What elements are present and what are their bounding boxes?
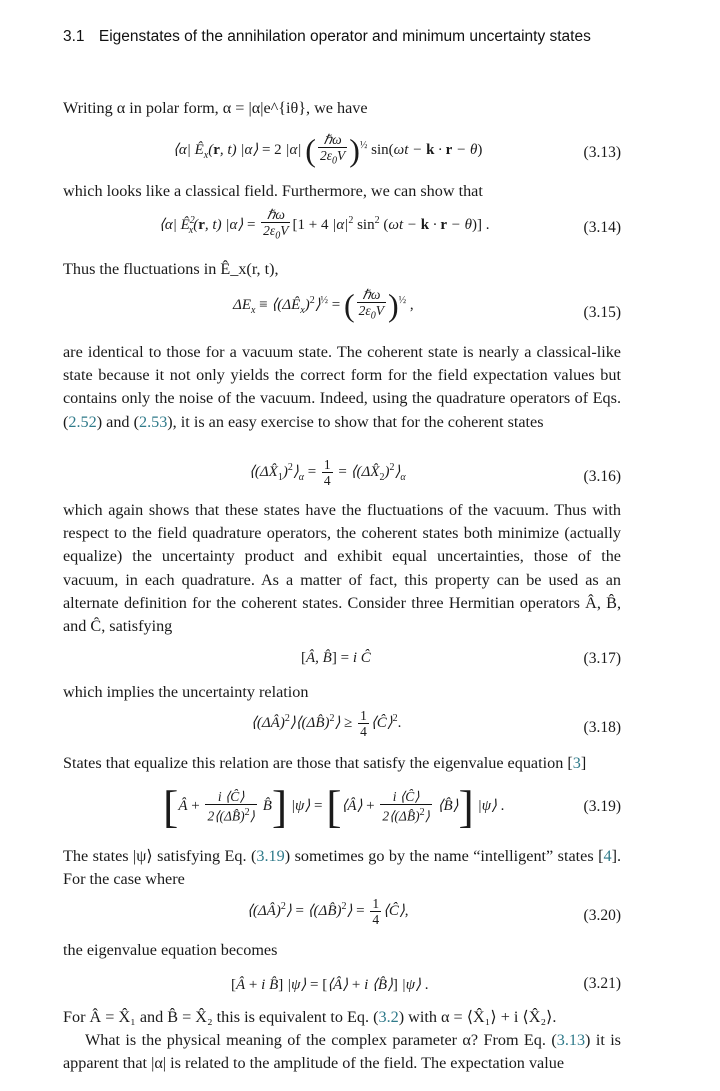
section-title: Eigenstates of the annihilation operator and minimum uncertainty states <box>98 28 591 45</box>
text-run: ] <box>580 754 587 772</box>
paragraph <box>63 258 621 281</box>
text-run: ) sometimes go by the name “intelligent” states [ <box>284 847 604 865</box>
text-run: ) with α = ⟨X̂₁⟩ + i ⟨X̂₂⟩. <box>398 1008 557 1026</box>
equation-number: (3.17) <box>583 650 621 667</box>
equation-3-18: ⟨(ΔÂ)$^2$⟩⟨(ΔB̂)$^2$⟩ ≥ $\frac{1}{4}$ ⟨Ĉ⟩$^2$. (3.18) <box>251 708 621 739</box>
text-run: What is the physical meaning of the complex parameter α? From Eq. ( <box>85 1031 557 1049</box>
text-run: Thus the fluctuations in Ê_x(r, t), <box>63 260 279 278</box>
equation-link[interactable]: 3.13 <box>556 1031 586 1049</box>
equation-3-14: ⟨α| $Ê^2_x(r$, t) |α⟩ = $\frac{\text{ℏω}}{2\varepsilon_0V}$ [1 + 4 $|\alpha|^2$ $\sin^2 (\omega t - k \cdot r - \theta)$] . (3.14) <box>159 207 621 242</box>
equation-3-21: [Â + i B̂] |ψ⟩ = [⟨Â⟩ + i ⟨B̂⟩] |ψ⟩ . (3.21) <box>231 975 621 993</box>
equation-number: (3.19) <box>583 798 621 815</box>
equation-link[interactable]: 2.53 <box>138 412 168 431</box>
paragraph <box>63 845 621 891</box>
equation-3-20: ⟨(ΔÂ)$^2$⟩ = ⟨(ΔB̂)$^2$⟩ = $\frac{1}{4}$ ⟨Ĉ⟩, (3.20) <box>247 896 621 927</box>
text-run: ]. For the case where <box>63 847 621 889</box>
equation-3-15: $\Delta E_x$ ≡ $⟨(\Delta Ê_x)^2⟩^{\frac{1}{2}}$ = ( $\frac{\text{ℏω}}{2\varepsilon_0V}$ )$^{\frac{1}{2}}$ , (3.15) <box>233 287 621 323</box>
paragraph <box>63 97 621 120</box>
section-number: 3.1 <box>63 28 85 45</box>
paragraph <box>63 681 621 704</box>
text-run: ), it is an easy exercise to show that for the coherent states <box>167 412 544 431</box>
running-head <box>63 28 663 46</box>
citation-link[interactable]: 3 <box>572 754 581 772</box>
equation-link[interactable]: 2.52 <box>68 412 97 431</box>
text-run: For Â = X̂₁ and B̂ = X̂₂ this is equivalent to Eq. ( <box>63 1008 379 1026</box>
equation-number: (3.16) <box>583 468 621 485</box>
text-run: ) and ( <box>96 412 139 431</box>
text-run: States that equalize this relation are those that satisfy the eigenvalue equation [ <box>63 754 573 772</box>
text-run: which implies the uncertainty relation <box>63 683 309 701</box>
equation-3-17: [Â, B̂] = i Ĉ (3.17) <box>301 650 621 667</box>
equation-3-13: ⟨α| $Ê_x(r$, t) |α⟩ = 2 |α| ( $\frac{\text{ℏω}}{2\varepsilon_0V}$ )$^{\frac{1}{2}}$ sin(ωt − k · r − θ) (3.13) <box>173 132 621 168</box>
equation-number: (3.14) <box>583 219 621 236</box>
text-run: the eigenvalue equation becomes <box>63 941 278 959</box>
text-run: which again shows that these states have the fluctuations of the vacuum. Thus with respect to the field quadrature operators, the coherent states both minimize (actually equalize) the uncertainty product and exhibit equal uncertainties, those of the vacuum, in each quadrature. As a matter of fact, this property can be used as an alternate definition for the coherent states. Consider three Hermitian operators Â, B̂, and Ĉ, satisfying <box>63 501 621 636</box>
equation-link[interactable]: 3.2 <box>378 1008 399 1026</box>
equation-number: (3.13) <box>583 144 621 161</box>
citation-link[interactable]: 4 <box>603 847 612 865</box>
text-run: ) it is apparent that |α| is related to the amplitude of the field. The expectation value <box>63 1031 621 1073</box>
equation-3-16: $⟨(\Delta X̂_1)^2⟩_\alpha$ = $\frac{1}{4}$ = $⟨(\Delta X̂_2)^2⟩_\alpha$ (3.16) <box>249 457 621 488</box>
paragraph <box>63 1006 621 1029</box>
equation-number: (3.21) <box>583 975 621 992</box>
paragraph <box>63 180 621 203</box>
equation-number: (3.18) <box>583 719 621 736</box>
equation-3-19: [Â + $\frac{i ⟨Ĉ⟩}{2⟨(\Delta B̂)^2⟩}$ B̂] |ψ⟩ = [⟨Â⟩ + $\frac{i ⟨Ĉ⟩}{2⟨(\Delta B̂)^2⟩}$ ⟨B̂⟩] |ψ⟩ . (3.19) <box>163 781 621 832</box>
paragraph <box>63 1029 621 1075</box>
paragraph <box>63 341 621 434</box>
paragraph <box>63 499 621 638</box>
paragraph <box>63 752 621 775</box>
text-run: Writing α in polar form, α = |α|e^{iθ}, we have <box>63 99 368 117</box>
equation-link[interactable]: 3.19 <box>256 847 285 865</box>
text-run: which looks like a classical field. Furthermore, we can show that <box>63 182 483 200</box>
equation-number: (3.15) <box>583 304 621 321</box>
text-run: The states |ψ⟩ satisfying Eq. ( <box>63 847 257 865</box>
text-run: are identical to those for a vacuum state. The coherent state is nearly a classical-like state because it not only yields the correct form for the field expectation values but contains only the noise of the vacuum. Indeed, using the quadrature operators of Eqs. ( <box>63 343 621 431</box>
equation-number: (3.20) <box>583 907 621 924</box>
paragraph <box>63 939 621 962</box>
